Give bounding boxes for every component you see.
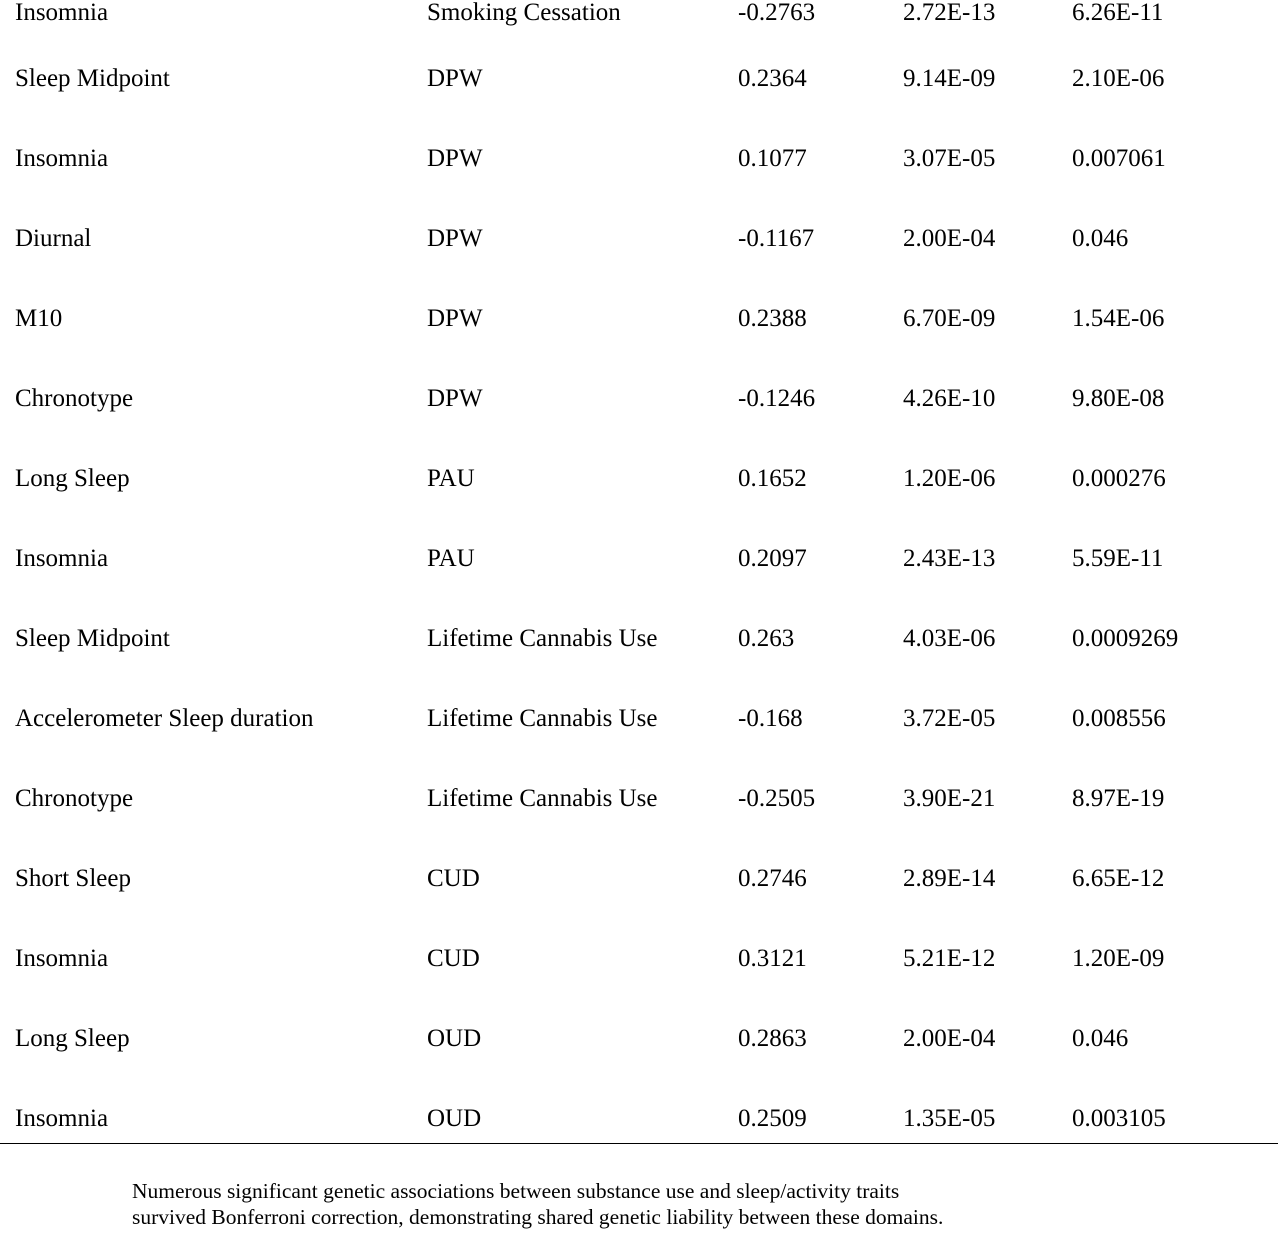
rg-cell: -0.2505 xyxy=(738,786,816,812)
adjusted-p-value-cell: 0.007061 xyxy=(1072,146,1166,172)
p-value-cell: 2.72E-13 xyxy=(903,0,996,26)
substance-cell: OUD xyxy=(427,1026,482,1052)
p-value-cell: 5.21E-12 xyxy=(903,946,996,972)
substance-cell: DPW xyxy=(427,66,483,92)
rg-cell: 0.1652 xyxy=(738,466,807,492)
table-row xyxy=(0,306,1278,386)
substance-cell: Lifetime Cannabis Use xyxy=(427,626,658,652)
substance-cell: DPW xyxy=(427,146,483,172)
table-row xyxy=(0,706,1278,786)
adjusted-p-value-cell: 5.59E-11 xyxy=(1072,546,1164,572)
trait-cell: M10 xyxy=(15,306,63,332)
trait-cell: Insomnia xyxy=(15,0,109,26)
trait-cell: Sleep Midpoint xyxy=(15,626,170,652)
rg-cell: 0.2746 xyxy=(738,866,807,892)
adjusted-p-value-cell: 1.20E-09 xyxy=(1072,946,1165,972)
p-value-cell: 6.70E-09 xyxy=(903,306,996,332)
table-row xyxy=(0,1026,1278,1106)
table-row xyxy=(0,226,1278,306)
rg-cell: 0.2364 xyxy=(738,66,807,92)
adjusted-p-value-cell: 0.000276 xyxy=(1072,466,1166,492)
substance-cell: DPW xyxy=(427,386,483,412)
substance-cell: CUD xyxy=(427,946,480,972)
adjusted-p-value-cell: 0.046 xyxy=(1072,1026,1129,1052)
substance-cell: Lifetime Cannabis Use xyxy=(427,786,658,812)
trait-cell: Insomnia xyxy=(15,946,109,972)
adjusted-p-value-cell: 1.54E-06 xyxy=(1072,306,1165,332)
table-row xyxy=(0,66,1278,146)
p-value-cell: 4.03E-06 xyxy=(903,626,996,652)
adjusted-p-value-cell: 6.65E-12 xyxy=(1072,866,1165,892)
substance-cell: Lifetime Cannabis Use xyxy=(427,706,658,732)
rg-cell: 0.263 xyxy=(738,626,795,652)
rg-cell: -0.2763 xyxy=(738,0,816,26)
table-row xyxy=(0,626,1278,706)
table-row xyxy=(0,146,1278,226)
p-value-cell: 3.07E-05 xyxy=(903,146,996,172)
rg-cell: 0.2097 xyxy=(738,546,807,572)
p-value-cell: 4.26E-10 xyxy=(903,386,996,412)
rg-cell: -0.168 xyxy=(738,706,803,732)
substance-cell: CUD xyxy=(427,866,480,892)
trait-cell: Sleep Midpoint xyxy=(15,66,170,92)
p-value-cell: 3.72E-05 xyxy=(903,706,996,732)
substance-cell: Smoking Cessation xyxy=(427,0,621,26)
table-note xyxy=(132,1178,1232,1230)
table-row xyxy=(0,866,1278,946)
adjusted-p-value-cell: 0.003105 xyxy=(1072,1106,1166,1132)
p-value-cell: 1.20E-06 xyxy=(903,466,996,492)
p-value-cell: 2.00E-04 xyxy=(903,1026,996,1052)
substance-cell: PAU xyxy=(427,546,475,572)
rg-cell: -0.1246 xyxy=(738,386,816,412)
table-row xyxy=(0,466,1278,546)
trait-cell: Chronotype xyxy=(15,386,134,412)
adjusted-p-value-cell: 2.10E-06 xyxy=(1072,66,1165,92)
adjusted-p-value-cell: 8.97E-19 xyxy=(1072,786,1165,812)
trait-cell: Long Sleep xyxy=(15,466,130,492)
rg-cell: 0.2509 xyxy=(738,1106,807,1132)
table-row xyxy=(0,786,1278,866)
adjusted-p-value-cell: 0.0009269 xyxy=(1072,626,1179,652)
p-value-cell: 3.90E-21 xyxy=(903,786,996,812)
rg-cell: 0.1077 xyxy=(738,146,807,172)
trait-cell: Diurnal xyxy=(15,226,92,252)
table-row xyxy=(0,546,1278,626)
table-row xyxy=(0,386,1278,466)
p-value-cell: 2.89E-14 xyxy=(903,866,996,892)
trait-cell: Insomnia xyxy=(15,146,109,172)
trait-cell: Accelerometer Sleep duration xyxy=(15,706,314,732)
substance-cell: PAU xyxy=(427,466,475,492)
table-row xyxy=(0,1106,1278,1186)
substance-cell: OUD xyxy=(427,1106,482,1132)
substance-cell: DPW xyxy=(427,306,483,332)
rg-cell: 0.2388 xyxy=(738,306,807,332)
adjusted-p-value-cell: 6.26E-11 xyxy=(1072,0,1164,26)
table-note-line-2: survived Bonferroni correction, demonstrating shared genetic liability between these domains. xyxy=(132,1205,944,1229)
adjusted-p-value-cell: 0.008556 xyxy=(1072,706,1166,732)
adjusted-p-value-cell: 9.80E-08 xyxy=(1072,386,1165,412)
adjusted-p-value-cell: 0.046 xyxy=(1072,226,1129,252)
p-value-cell: 2.00E-04 xyxy=(903,226,996,252)
trait-cell: Insomnia xyxy=(15,1106,109,1132)
table-row xyxy=(0,946,1278,1026)
trait-cell: Long Sleep xyxy=(15,1026,130,1052)
trait-cell: Short Sleep xyxy=(15,866,131,892)
rg-cell: 0.3121 xyxy=(738,946,807,972)
p-value-cell: 9.14E-09 xyxy=(903,66,996,92)
p-value-cell: 2.43E-13 xyxy=(903,546,996,572)
rg-cell: -0.1167 xyxy=(738,226,815,252)
substance-cell: DPW xyxy=(427,226,483,252)
trait-cell: Chronotype xyxy=(15,786,134,812)
table-bottom-rule xyxy=(0,1143,1278,1144)
p-value-cell: 1.35E-05 xyxy=(903,1106,996,1132)
rg-cell: 0.2863 xyxy=(738,1026,807,1052)
table-note-line-1: Numerous significant genetic associations between substance use and sleep/activity traits xyxy=(132,1179,900,1203)
trait-cell: Insomnia xyxy=(15,546,109,572)
table-row xyxy=(0,0,1278,66)
